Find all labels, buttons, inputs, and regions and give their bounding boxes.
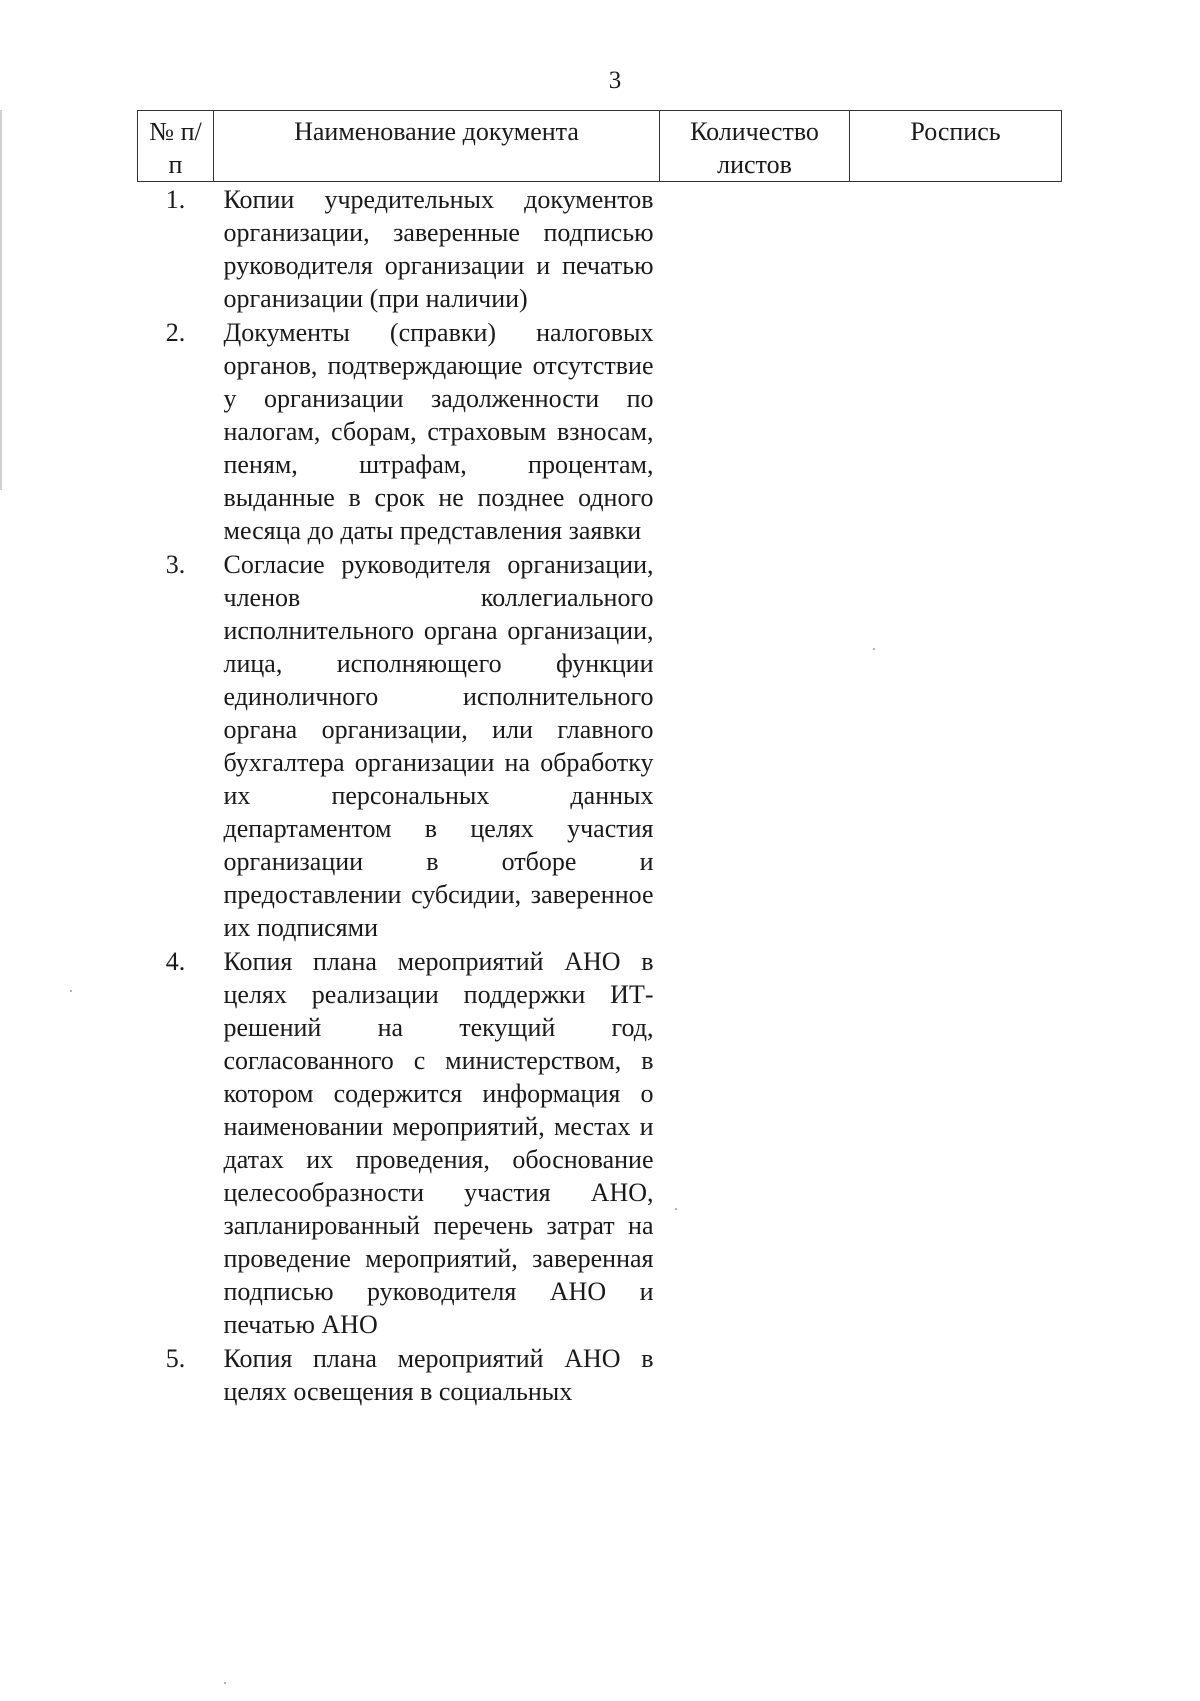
- row-document-name: Копия плана мероприятий АНО в целях освещения в социальных: [223, 1344, 654, 1406]
- row-signature: [850, 315, 1062, 547]
- page-number: 3: [608, 67, 622, 94]
- row-sheet-count: [660, 944, 850, 1341]
- scan-speck: [70, 990, 72, 992]
- table-row: [138, 944, 1062, 1341]
- row-sheet-count: [660, 182, 850, 316]
- header-signature: Роспись: [850, 111, 1062, 182]
- row-document-name: Копия плана мероприятий АНО в целях реализации поддержки ИТ-решений на текущий год, согласованного с министерством, в котором содержится информация о наименовании мероприятий, местах и датах их проведения, обоснование целесообразности участия АНО, запланированный перечень затрат на проведение мероприятий, заверенная подписью руководителя АНО и печатью АНО: [223, 947, 654, 1339]
- scan-speck: [224, 1682, 226, 1684]
- row-sheet-count: [660, 1341, 850, 1408]
- header-document-name: Наименование документа: [214, 111, 660, 182]
- row-number: 4.: [165, 947, 186, 976]
- row-signature: [850, 182, 1062, 316]
- row-signature: [850, 944, 1062, 1341]
- row-number: 2.: [165, 318, 186, 347]
- row-signature: [850, 1341, 1062, 1408]
- table-row: [138, 182, 1062, 316]
- header-sheet-count: Количество листов: [660, 111, 850, 182]
- table-header-row: [138, 111, 1062, 182]
- row-document-name: Документы (справки) налоговых органов, подтверждающие отсутствие у организации задолженности по налогам, сборам, страховым взносам, пеням, штрафам, процентам, выданные в срок не позднее одного месяца до даты представления заявки: [223, 318, 654, 545]
- row-signature: [850, 547, 1062, 944]
- scan-speck: [873, 648, 875, 650]
- header-number: № п/п: [138, 111, 214, 182]
- table-row: [138, 1341, 1062, 1408]
- table-row: [138, 315, 1062, 547]
- row-document-name: Согласие руководителя организации, членов коллегиального исполнительного органа организации, лица, исполняющего функции единоличного исполнительного органа организации, или главного бухгалтера организации на обработку их персональных данных департаментом в целях участия организации в отборе и предоставлении субсидии, заверенное их подписями: [223, 550, 654, 942]
- row-number: 3.: [165, 550, 186, 579]
- scan-speck: [675, 1208, 677, 1210]
- row-sheet-count: [660, 547, 850, 944]
- documents-table: [137, 110, 1062, 1408]
- row-number: 5.: [165, 1344, 186, 1373]
- row-number: 1.: [165, 185, 186, 214]
- row-document-name: Копии учредительных документов организации, заверенные подписью руководителя организации и печатью организации (при наличии): [223, 185, 654, 313]
- scan-margin-shadow: [0, 110, 2, 490]
- row-sheet-count: [660, 315, 850, 547]
- table-row: [138, 547, 1062, 944]
